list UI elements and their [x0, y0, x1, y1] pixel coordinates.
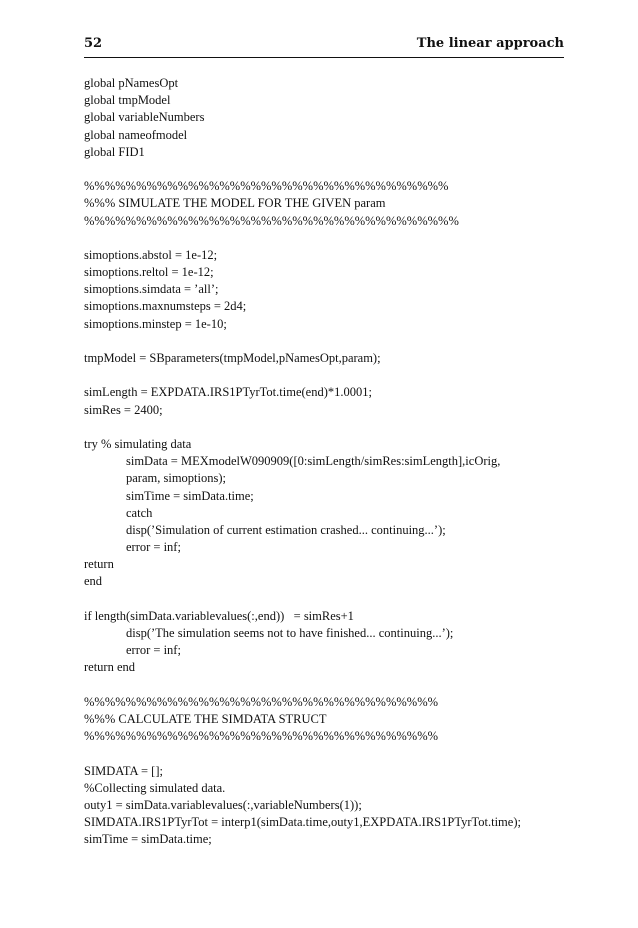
code-line: return	[84, 557, 114, 572]
code-line: disp(’Simulation of current estimation crashed... continuing...’);	[126, 522, 446, 537]
blank-line	[84, 230, 614, 247]
code-line: end	[84, 574, 103, 589]
code-line: %%% SIMULATE THE MODEL FOR THE GIVEN param	[84, 196, 386, 211]
code-line: SIMDATA.IRS1PTyrTot = interp1(simData.time,outy1,EXPDATA.IRS1PTyrTot.time);	[84, 815, 521, 830]
code-line: error = inf;	[126, 540, 181, 555]
code-line: disp(’The simulation seems not to have finished... continuing...’);	[126, 626, 454, 640]
code-line: try % simulating data	[84, 436, 192, 451]
code-line: simoptions.simdata = ’all’;	[84, 282, 219, 297]
code-line: global pNamesOpt	[84, 76, 179, 90]
code-line: simRes = 2400;	[84, 402, 163, 417]
code-line: outy1 = simData.variablevalues(:,variableNumbers(1));	[84, 797, 362, 812]
page-header	[84, 36, 564, 56]
blank-line	[84, 367, 614, 384]
code-line: simData = MEXmodelW090909([0:simLength/simRes:simLength],icOrig,	[126, 454, 501, 469]
code-line: global nameofmodel	[84, 127, 188, 142]
code-listing	[84, 75, 614, 848]
code-line: simoptions.reltol = 1e-12;	[84, 265, 214, 280]
code-line: catch	[126, 505, 153, 520]
code-line: tmpModel = SBparameters(tmpModel,pNamesOpt,param);	[84, 351, 381, 365]
blank-line	[84, 745, 614, 762]
code-line: simoptions.minstep = 1e-10;	[84, 316, 227, 331]
code-line: if length(simData.variablevalues(:,end)) = simRes+1	[84, 608, 354, 623]
code-line: simoptions.abstol = 1e-12;	[84, 247, 218, 262]
blank-line	[84, 333, 614, 350]
code-line: %%% CALCULATE THE SIMDATA STRUCT	[84, 711, 327, 726]
code-line: return end	[84, 660, 136, 675]
code-line: simTime = simData.time;	[84, 832, 212, 847]
blank-line	[84, 591, 614, 608]
code-line: %Collecting simulated data.	[84, 780, 226, 795]
code-line: %%%%%%%%%%%%%%%%%%%%%%%%%%%%%%%%%%%	[84, 179, 449, 194]
header-rule	[84, 57, 564, 58]
page-number: 52	[84, 36, 103, 51]
code-line: param, simoptions);	[126, 471, 226, 486]
code-line: error = inf;	[126, 643, 181, 658]
running-title: The linear approach	[416, 36, 564, 51]
blank-line	[84, 677, 614, 694]
code-line: simLength = EXPDATA.IRS1PTyrTot.time(end)*1.0001;	[84, 385, 372, 400]
blank-line	[84, 419, 614, 436]
code-line: %%%%%%%%%%%%%%%%%%%%%%%%%%%%%%%%%%%%	[84, 213, 459, 228]
code-line: simTime = simData.time;	[126, 488, 254, 503]
code-line: SIMDATA = [];	[84, 763, 163, 778]
code-line: %%%%%%%%%%%%%%%%%%%%%%%%%%%%%%%%%%	[84, 694, 439, 709]
code-line: global variableNumbers	[84, 110, 205, 125]
code-line: simoptions.maxnumsteps = 2d4;	[84, 299, 247, 314]
code-line: %%%%%%%%%%%%%%%%%%%%%%%%%%%%%%%%%%	[84, 729, 439, 744]
blank-line	[84, 161, 614, 178]
code-line: global FID1	[84, 144, 145, 159]
code-line: global tmpModel	[84, 93, 171, 108]
